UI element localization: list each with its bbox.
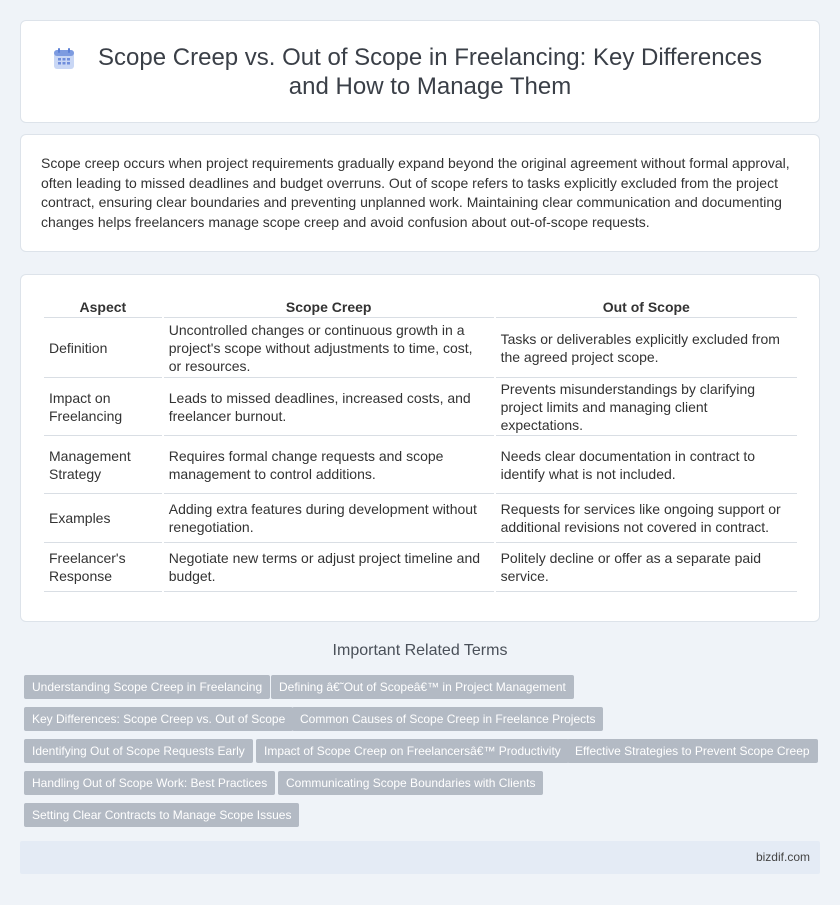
header-out-of-scope: Out of Scope [496, 296, 797, 318]
cell-scope-creep: Adding extra features during development without renegotiation. [164, 494, 494, 543]
comparison-table [42, 296, 799, 592]
related-tag[interactable]: Communicating Scope Boundaries with Clients [278, 771, 543, 795]
related-tag[interactable]: Setting Clear Contracts to Manage Scope Issues [24, 803, 299, 827]
cell-out-of-scope: Prevents misunderstandings by clarifying project limits and managing client expectations. [496, 378, 797, 436]
related-tag[interactable]: Impact of Scope Creep on Freelancersâ€™ Productivity [256, 739, 569, 763]
header-aspect: Aspect [44, 296, 162, 318]
table-header-row [44, 296, 797, 318]
related-tag[interactable]: Effective Strategies to Prevent Scope Creep [567, 739, 818, 763]
comparison-card [20, 274, 820, 622]
cell-aspect: Examples [44, 494, 162, 543]
cell-out-of-scope: Requests for services like ongoing support or additional revisions not covered in contract. [496, 494, 797, 543]
page-title: Scope Creep vs. Out of Scope in Freelancing: Key Differences and How to Manage Them [98, 44, 762, 100]
intro-card [20, 134, 820, 252]
cell-aspect: Management Strategy [44, 436, 162, 494]
related-terms-heading: Important Related Terms [332, 642, 508, 659]
cell-scope-creep: Uncontrolled changes or continuous growth in a project's scope without adjustments to time, cost, or resources. [164, 318, 494, 378]
cell-scope-creep: Leads to missed deadlines, increased costs, and freelancer burnout. [164, 378, 494, 436]
table-row [44, 494, 797, 543]
title-card [20, 20, 820, 123]
cell-aspect: Impact on Freelancing [44, 378, 162, 436]
cell-scope-creep: Negotiate new terms or adjust project timeline and budget. [164, 543, 494, 592]
cell-out-of-scope: Needs clear documentation in contract to identify what is not included. [496, 436, 797, 494]
cell-scope-creep: Requires formal change requests and scope management to control additions. [164, 436, 494, 494]
related-tag[interactable]: Handling Out of Scope Work: Best Practices [24, 771, 275, 795]
table-row [44, 318, 797, 378]
table-row [44, 436, 797, 494]
intro-paragraph: Scope creep occurs when project requirements gradually expand beyond the original agreement without formal approval, often leading to missed deadlines and budget overruns. Out of scope refers to tasks explicitly excluded from the project contract, ensuring clear boundaries and preventing unplanned work. Maintaining clear communication and documenting changes helps freelancers manage scope creep and avoid confusion about out-of-scope requests. [41, 155, 790, 230]
table-row [44, 543, 797, 592]
site-name[interactable]: bizdif.com [755, 850, 810, 864]
header-scope-creep: Scope Creep [164, 296, 494, 318]
cell-out-of-scope: Tasks or deliverables explicitly excluded from the agreed project scope. [496, 318, 797, 378]
cell-aspect: Definition [44, 318, 162, 378]
table-row [44, 378, 797, 436]
related-tag[interactable]: Understanding Scope Creep in Freelancing [24, 675, 270, 699]
cell-out-of-scope: Politely decline or offer as a separate paid service. [496, 543, 797, 592]
related-tag[interactable]: Common Causes of Scope Creep in Freelance Projects [292, 707, 603, 731]
related-tag[interactable]: Key Differences: Scope Creep vs. Out of Scope [24, 707, 293, 731]
related-tag[interactable]: Defining â€˜Out of Scopeâ€™ in Project Management [271, 675, 574, 699]
footer [20, 841, 820, 874]
cell-aspect: Freelancer's Response [44, 543, 162, 592]
related-tag[interactable]: Identifying Out of Scope Requests Early [24, 739, 253, 763]
